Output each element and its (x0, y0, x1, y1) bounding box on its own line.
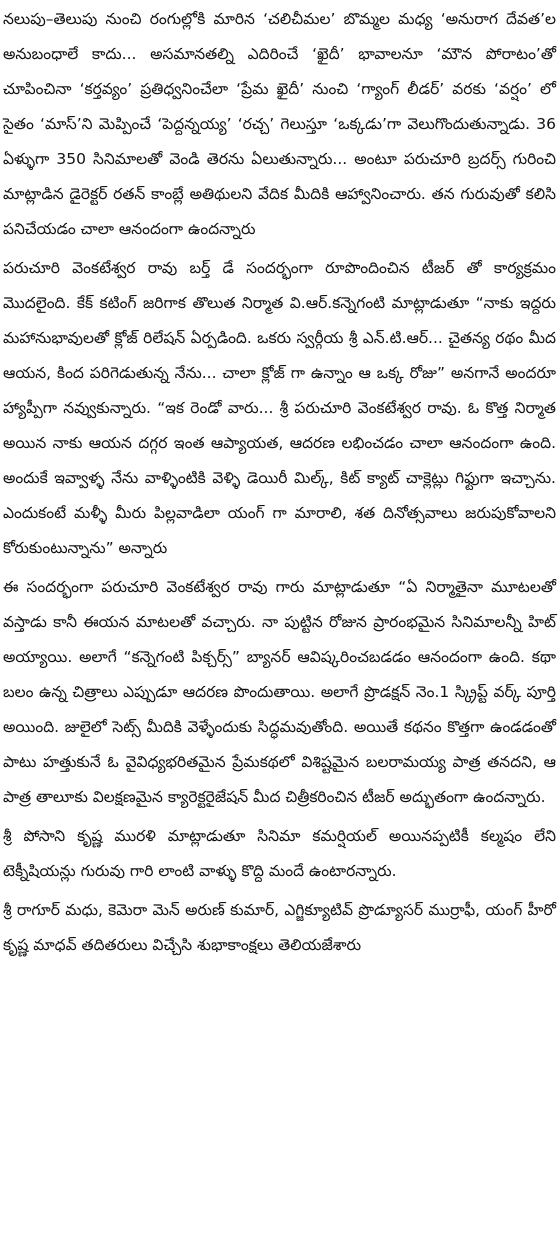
paragraph-intro: నలుపు–తెలుపు నుంచి రంగుల్లోకి మారిన ‘చలిచీమల’ బొమ్మల మధ్య ‘అనురాగ దేవత’ల అనుబంధాలే కాదు... అసమానతల్ని ఎదిరించే ‘ఖైదీ’ భావాలనూ ‘మౌన పోరాటం’తో చూపించినా ‘కర్తవ్యం’ ప్రతిధ్వనించేలా ‘ప్రేమ ఖైదీ’ నుంచి ‘గ్యాంగ్ లీడర్’ వరకు ‘వర్షం’ లో సైతం ‘మాస్’ని మెప్పించే ‘పెద్దన్నయ్య’ ‘రచ్చ’ గెలుస్తూ ‘ఒక్కడు’గా వెలుగొందుతున్నాడు. 36 ఏళ్ళుగా 350 సినిమాలతో వెండి తెరను ఏలుతున్నారు... అంటూ పరుచూరి బ్రదర్స్ గురించి మాట్లాడిన డైరెక్టర్ రతన్ కాంబ్లే అతిథులని వేదిక మీదికి ఆహ్వానించారు. తన గురువుతో కలిసి పనిచేయడం చాలా ఆనందంగా ఉందన్నారు (3, 10, 556, 238)
paragraph-venkateswara-rao-speech: ఈ సందర్భంగా పరుచూరి వెంకటేశ్వర రావు గారు మాట్లాడుతూ “ఏ నిర్మాతైనా మూటలతో వస్తాడు కానీ ఈయన మాటలతో వచ్చారు. నా పుట్టిన రోజున ప్రారంభమైన సినిమాలన్నీ హిట్ అయ్యాయి. అలాగే “కన్నెగంటి పిక్చర్స్” బ్యానర్ ఆవిష్కరించబడడం ఆనందంగా ఉంది. కథా బలం ఉన్న చిత్రాలు ఎప్పుడూ ఆదరణ పొందుతాయి. అలాగే ప్రొడక్షన్ నెం.1 స్క్రిప్ట్ వర్క్ పూర్తి అయింది. జులైలో సెట్స్ మీదికి వెళ్ళేందుకు సిద్ధమవుతోంది. అయితే కథనం కొత్తగా ఉండడంతో పాటు హత్తుకునే ఓ వైవిధ్యభరితమైన ప్రేమకథలో విశిష్టమైన బలరామయ్య పాత్ర తనదని, ఆ పాత్ర తాలూకు విలక్షణమైన క్యారెక్టరైజేషన్ మీద చిత్రీకరించిన టీజర్ అద్భుతంగా ఉందన్నారు. (3, 578, 556, 806)
paragraph-posani-speech: శ్రీ పోసాని కృష్ణ మురళి మాట్లాడుతూ సినిమా కమర్షియల్ అయినప్పటికీ కల్మషం లేని టెక్నీషియన్లు గురువు గారి లాంటి వాళ్ళు కొద్ది మందే ఉంటారన్నారు. (3, 827, 556, 880)
paragraph-attendees: శ్రీ రాగూర్ మధు, కెమెరా మెన్ అరుణ్ కుమార్, ఎగ్జిక్యూటివ్ ప్రొడ్యూసర్ ముర్రాఫీ, యంగ్ హీరో కృష్ణ మాధవ్ తదితరులు విచ్చేసి శుభాకాంక్షలు తెలియజేశారు (3, 901, 556, 954)
paragraph-producer-speech: పరుచూరి వెంకటేశ్వర రావు బర్త్ డే సందర్భంగా రూపొందించిన టీజర్ తో కార్యక్రమం మొదలైంది. కేక్ కటింగ్ జరిగాక తొలుత నిర్మాత వి.ఆర్.కన్నెగంటి మాట్లాడుతూ “నాకు ఇద్దరు మహానుభావులతో క్లోజ్ రిలేషన్ ఏర్పడింది. ఒకరు స్వర్గీయ శ్రీ ఎన్.టి.ఆర్... చైతన్య రథం మీద ఆయన, కింద పరిగెడుతున్న నేను... చాలా క్లోజ్ గా ఉన్నాం ఆ ఒక్క రోజు” అనగానే అందరూ హ్యాప్పీగా నవ్వుకున్నారు. “ఇక రెండో వారు... శ్రీ పరుచూరి వెంకటేశ్వర రావు. ఓ కొత్త నిర్మాత అయిన నాకు ఆయన దగ్గర ఇంత ఆప్యాయత, ఆదరణ లభించడం చాలా ఆనందంగా ఉంది. అందుకే ఇవ్వాళ్ళ నేను వాళ్ళింటికి వెళ్ళి డెయిరీ మిల్క్, కిట్ క్యాట్ చాక్లెట్లు గిఫ్టుగా ఇచ్చాను. ఎందుకంటే మళ్ళీ మీరు పిల్లవాడిలా యంగ్ గా మారాలి, శత దినోత్సవాలు జరుపుకోవాలని కోరుకుంటున్నాను” అన్నారు (3, 259, 556, 557)
